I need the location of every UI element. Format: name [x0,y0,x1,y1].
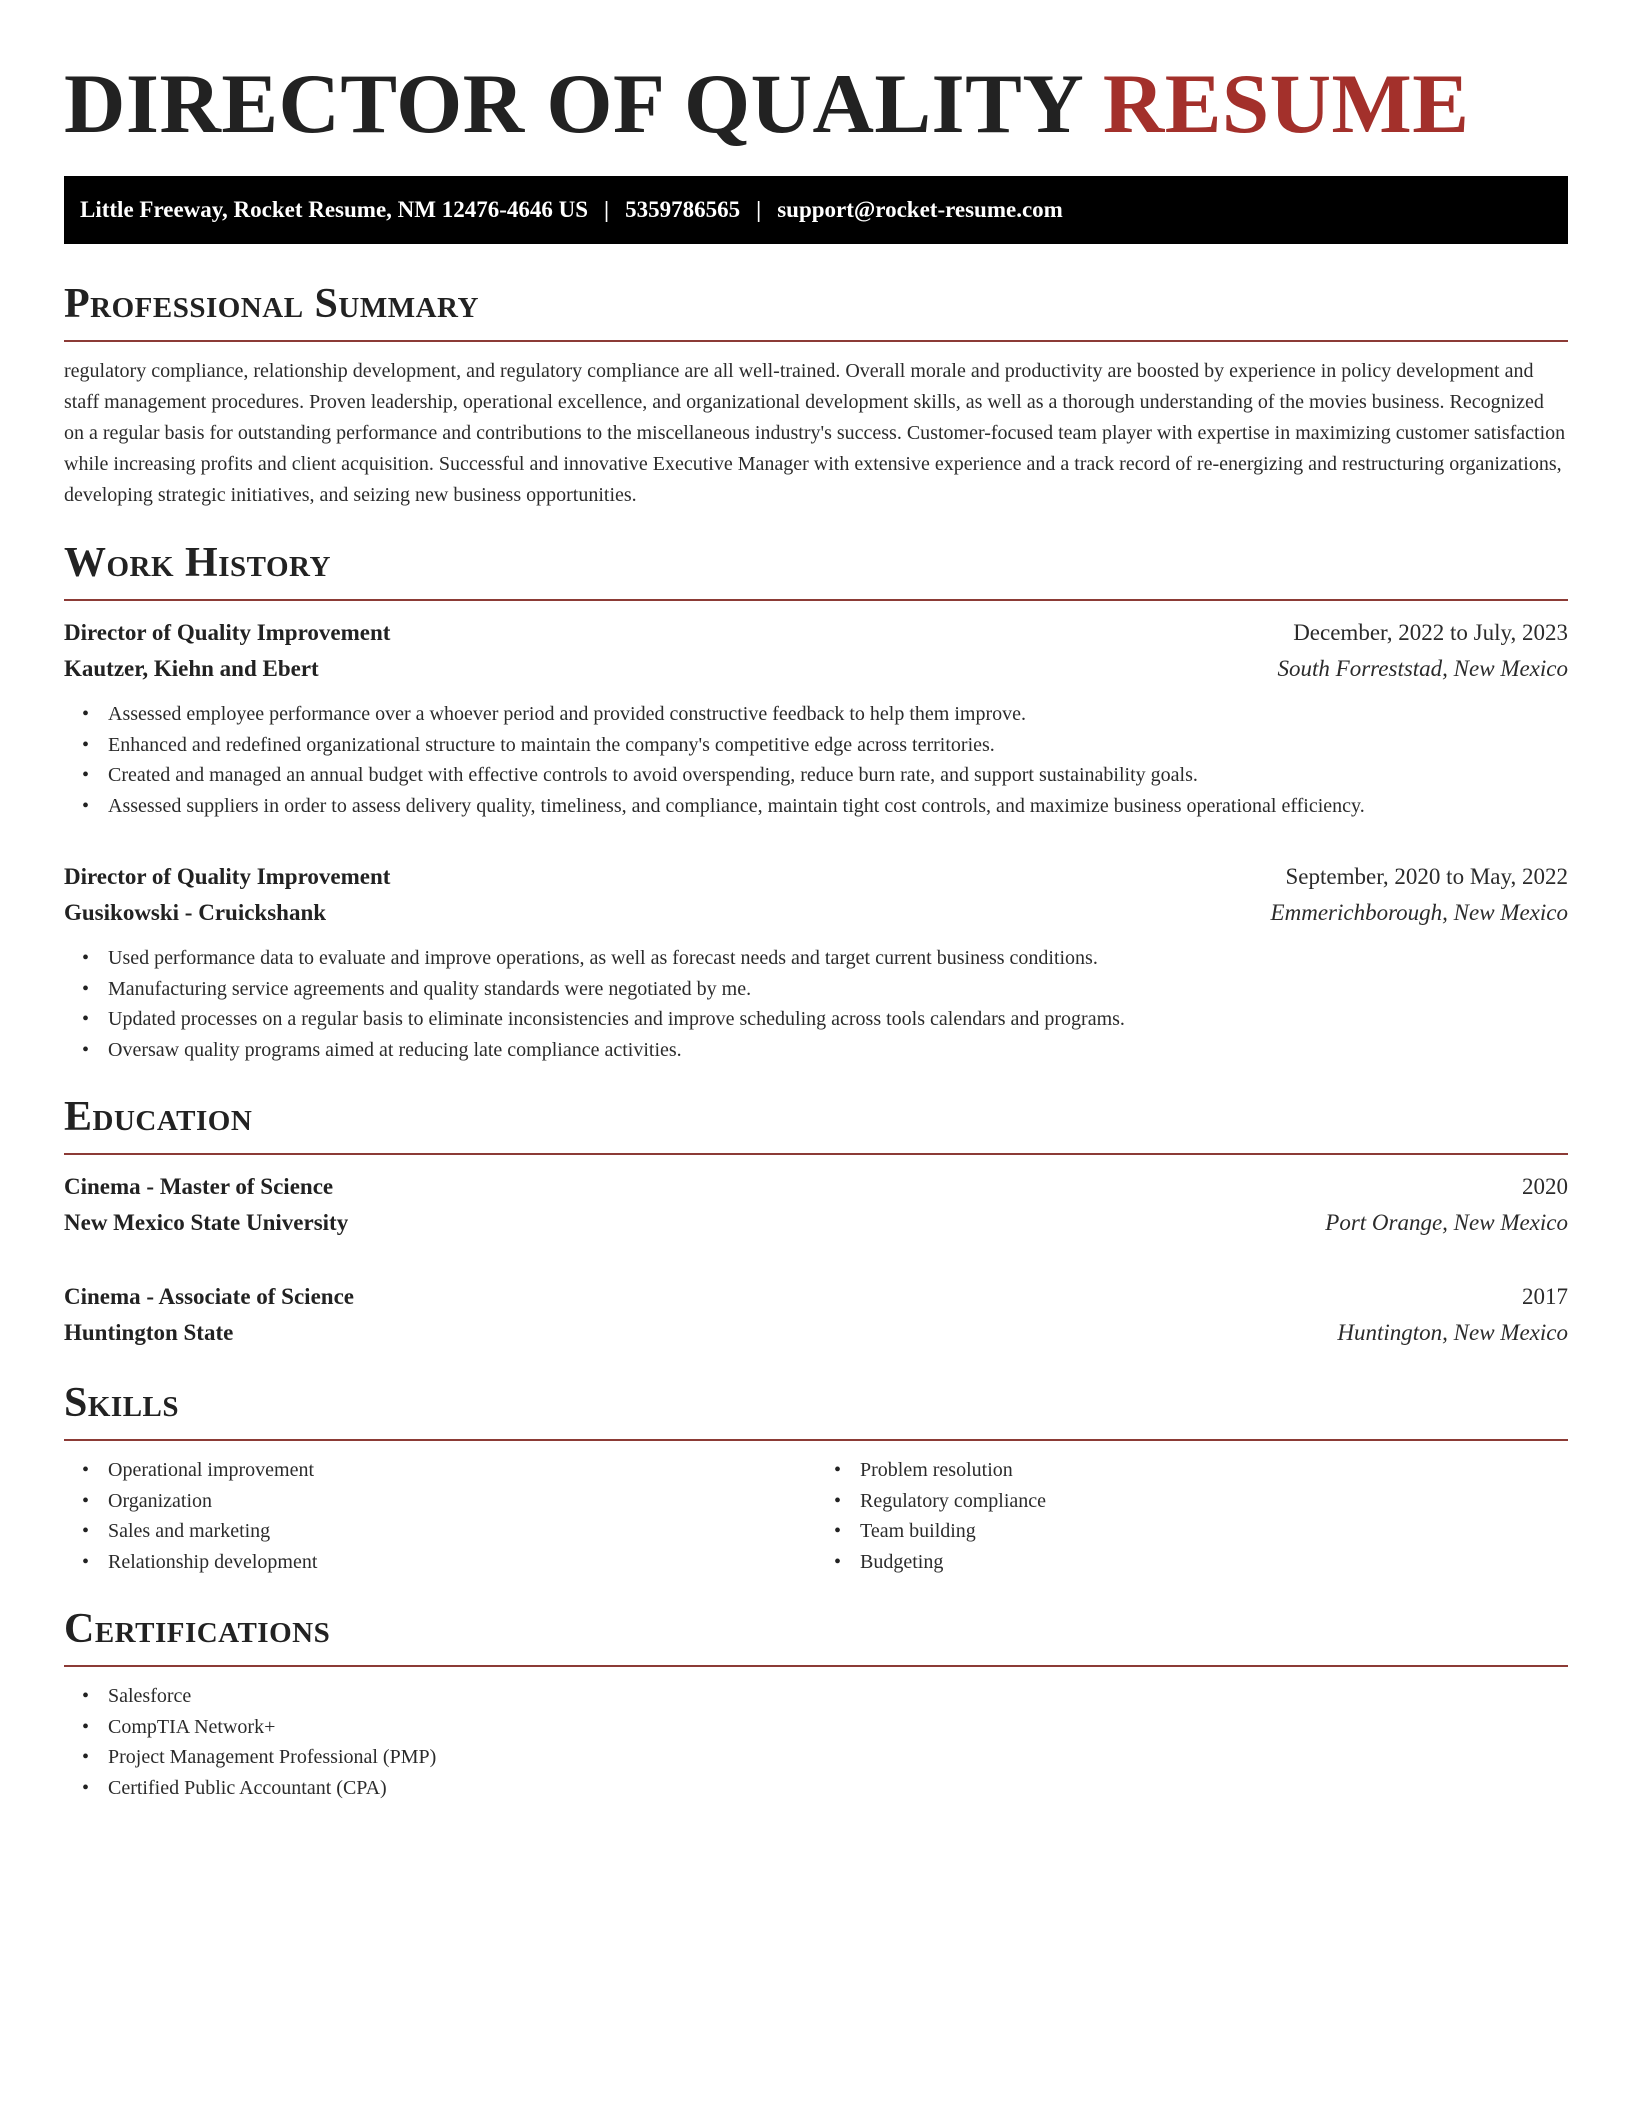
section-heading-summary: Professional Summary [64,281,479,327]
education-year: 2020 [1522,1174,1568,1199]
resume-title [64,56,1568,152]
education-section [64,1091,1568,1351]
list-item: • Sales and marketing [108,1516,816,1547]
education-degree: Cinema - Associate of Science [64,1284,354,1309]
job-entry [64,615,1568,821]
list-item: • Budgeting [860,1547,1568,1578]
list-item: • Salesforce [108,1681,1568,1712]
list-item: • CompTIA Network+ [108,1712,1568,1743]
job-bullets [64,943,1568,1065]
skills-list-right [816,1455,1568,1577]
list-item: • Oversaw quality programs aimed at reducing late compliance activities. [108,1035,1568,1066]
education-degree: Cinema - Master of Science [64,1174,334,1199]
job-company: Kautzer, Kiehn and Ebert [64,656,319,681]
job-location: Emmerichborough, New Mexico [1270,900,1568,925]
list-item: • Certified Public Accountant (CPA) [108,1773,1568,1804]
list-item: • Enhanced and redefined organizational structure to maintain the company's competitive edge across territories. [108,730,1568,761]
job-title: Director of Quality Improvement [64,864,391,889]
section-heading-work-history: Work History [64,540,331,586]
section-divider [64,1439,1568,1441]
job-dates: September, 2020 to May, 2022 [1285,864,1568,889]
skills-list-left [64,1455,816,1577]
list-item: • Operational improvement [108,1455,816,1486]
education-location: Huntington, New Mexico [1337,1320,1568,1345]
list-item: • Assessed employee performance over a whoever period and provided constructive feedback to help them improve. [108,699,1568,730]
list-item: • Used performance data to evaluate and improve operations, as well as forecast needs and target current business conditions. [108,943,1568,974]
education-school: Huntington State [64,1320,234,1345]
certifications-list [64,1681,1568,1803]
section-divider [64,1153,1568,1155]
section-divider [64,340,1568,342]
list-item: • Project Management Professional (PMP) [108,1742,1568,1773]
list-item: • Organization [108,1486,816,1517]
list-item: • Assessed suppliers in order to assess delivery quality, timeliness, and compliance, maintain tight cost controls, and maximize business operational efficiency. [108,791,1568,822]
list-item: • Updated processes on a regular basis to eliminate inconsistencies and improve scheduling across tools calendars and programs. [108,1004,1568,1035]
section-divider [64,1665,1568,1667]
contact-email: support@rocket-resume.com [777,197,1063,222]
title-main: DIRECTOR OF QUALITY [64,57,1082,151]
section-heading-skills: Skills [64,1380,180,1426]
summary-section [64,278,1568,511]
job-dates: December, 2022 to July, 2023 [1293,620,1568,645]
work-history-section [64,537,1568,1065]
title-accent: RESUME [1102,57,1470,151]
list-item: • Problem resolution [860,1455,1568,1486]
list-item: • Manufacturing service agreements and quality standards were negotiated by me. [108,974,1568,1005]
education-entry [64,1279,1568,1351]
job-title: Director of Quality Improvement [64,620,391,645]
education-location: Port Orange, New Mexico [1325,1210,1568,1235]
job-location: South Forreststad, New Mexico [1277,656,1568,681]
contact-separator: | [604,197,610,222]
job-company: Gusikowski - Cruickshank [64,900,327,925]
education-entry [64,1169,1568,1241]
summary-text: regulatory compliance, relationship development, and regulatory compliance are all well-trained. Overall morale and productivity are boosted by experience in policy development and staff management procedures. Proven leadership, operational excellence, and organizational development skills, as well as a thorough understanding of the movies business. Recognized on a regular basis for outstanding performance and contributions to the miscellaneous industry's success. Customer-focused team player with expertise in maximizing customer satisfaction while increasing profits and client acquisition. Successful and innovative Executive Manager with extensive experience and a track record of re-energizing and restructuring organizations, developing strategic initiatives, and seizing new business opportunities. [64,360,1566,506]
list-item: • Team building [860,1516,1568,1547]
job-entry [64,859,1568,1065]
contact-address: Little Freeway, Rocket Resume, NM 12476-4646 US [80,197,589,222]
job-bullets [64,699,1568,821]
list-item: • Regulatory compliance [860,1486,1568,1517]
contact-bar [64,176,1568,244]
education-school: New Mexico State University [64,1210,349,1235]
section-divider [64,599,1568,601]
contact-separator: | [756,197,762,222]
contact-phone: 5359786565 [625,197,741,222]
certifications-section [64,1603,1568,1803]
skills-section [64,1377,1568,1577]
section-heading-education: Education [64,1094,253,1140]
list-item: • Relationship development [108,1547,816,1578]
skills-grid [64,1455,1568,1577]
list-item: • Created and managed an annual budget with effective controls to avoid overspending, reduce burn rate, and support sustainability goals. [108,760,1568,791]
education-year: 2017 [1522,1284,1568,1309]
section-heading-certifications: Certifications [64,1606,331,1652]
